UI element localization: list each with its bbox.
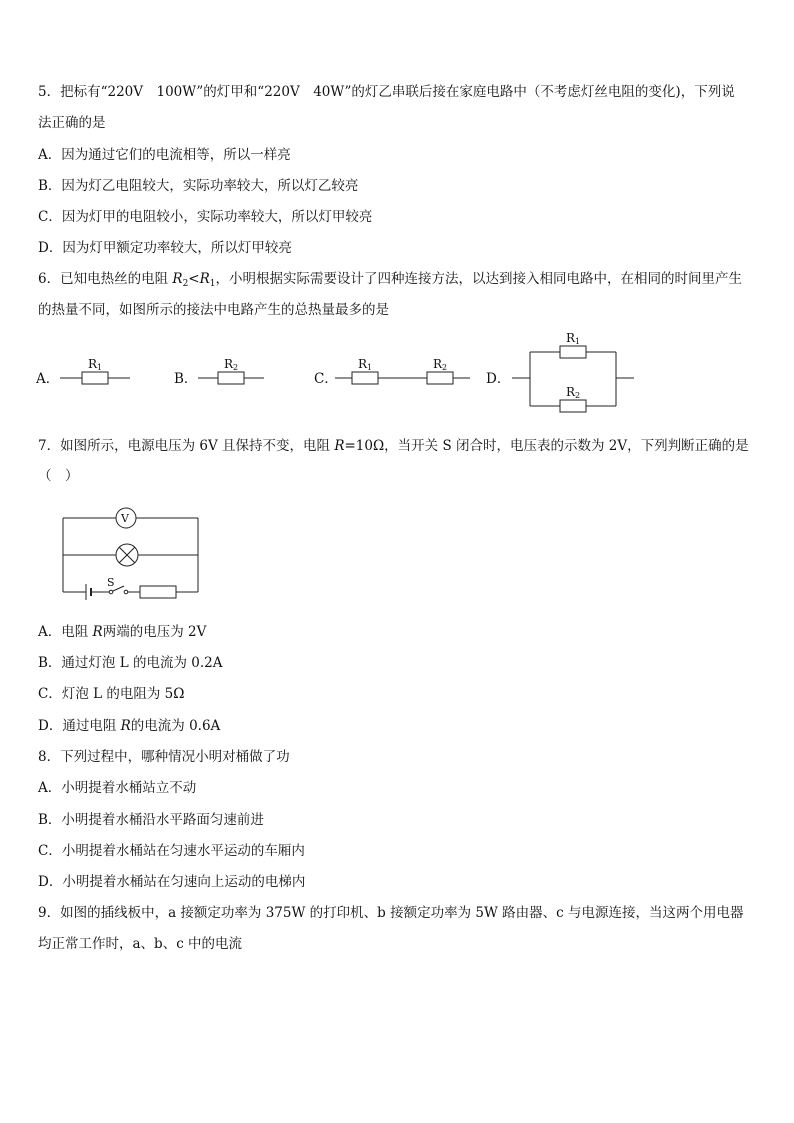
q6-c-resistor-r2 [427,372,453,384]
q6-r1-symbol: R [199,271,210,287]
q6-r2-subscript: 2 [182,279,189,289]
q8-option-b: B．小明提着水桶沿水平路面匀速前进 [38,812,264,828]
q5-option-b: B．因为灯乙电阻较大，实际功率较大，所以灯乙较亮 [38,178,359,194]
q7-option-d-pre: D．通过电阻 [38,718,121,734]
q6-c-label-sub1: 1 [367,363,373,372]
q8-option-a: A．小明提着水桶站立不动 [38,780,197,796]
q7-stem-pre: 7．如图所示，电源电压为 6V 且保持不变，电阻 [38,438,335,454]
q6-a-label-sub: 1 [97,363,103,372]
q6-d-label-r1: R [566,331,576,345]
q7-option-c-text: C．灯泡 L 的电阻为 5Ω [38,686,185,702]
q6-c-label-sub2: 2 [442,363,448,372]
q6-fig-label-a: A． [36,371,60,387]
q6-c-resistor-r1 [352,372,378,384]
q6-r1-subscript: 1 [209,279,216,289]
q7-circuit-figure [0,500,260,610]
q7-voltmeter-label: V [121,512,129,525]
q7-option-a-pre: A．电阻 [38,624,93,640]
q6-fig-label-d: D． [486,371,511,387]
q6-d-label-r2: R [566,385,576,399]
q5-option-c: C．因为灯甲的电阻较小，实际功率较大，所以灯甲较亮 [38,209,373,225]
q5-stem-line1: 5．把标有“220V 100W”的灯甲和“220V 40W”的灯乙串联后接在家庭电路中（不考虑灯丝电阻的变化)，下列说 [38,84,735,100]
q7-stem-post: =10Ω，当开关 S 闭合时，电压表的示数为 2V，下列判断正确的是 [344,438,749,454]
q6-fig-label-c: C． [314,371,338,387]
q9-stem-line2: 均正常工作时，a、b、c 中的电流 [38,936,243,952]
q6-b-label-r: R [224,357,234,371]
q6-a-resistor-r1 [82,372,108,384]
q7-stem-line2: （ ） [38,468,79,484]
q6-c-label-r2: R [433,357,443,371]
q6-d-label-sub2: 2 [575,391,581,400]
q9-stem-line1: 9．如图的插线板中，a 接额定功率为 375W 的打印机、b 接额定功率为 5W 路由器、c 与电源连接，当这两个用电器 [38,905,744,921]
q5-option-a: A．因为通过它们的电流相等，所以一样亮 [38,147,291,163]
q6-circuit-figure [0,325,794,415]
q6-b-resistor-r2 [218,372,244,384]
q7-option-a-post: 两端的电压为 2V [102,624,207,640]
q6-stem-pre: 6．已知电热丝的电阻 [38,271,173,287]
q7-switch-label: S [107,576,115,589]
q6-stem-line1 [38,269,742,294]
q6-stem-post: ，小明根据实际需要设计了四种连接方法，以达到接入相同电路中，在相同的时间里产生 [215,271,743,287]
q8-stem: 8．下列过程中，哪种情况小明对桶做了功 [38,749,290,765]
q6-fig-label-b: B． [174,371,198,387]
q6-a-label-r: R [88,357,98,371]
q6-d-label-sub1: 1 [575,337,581,346]
q6-less-than: < [188,271,200,287]
q7-option-d [38,716,220,736]
q6-d-resistor-r2 [560,400,586,412]
q7-option-d-sym: R [120,718,131,734]
q7-r-symbol: R [334,438,345,454]
q7-option-d-post: 的电流为 0.6A [130,718,221,734]
q8-option-d: D．小明提着水桶站在匀速向上运动的电梯内 [38,874,306,890]
q5-option-d: D．因为灯甲额定功率较大，所以灯甲较亮 [38,240,292,256]
q6-c-label-r1: R [358,357,368,371]
q7-stem-line1 [38,436,749,456]
q5-stem-line2: 法正确的是 [38,115,106,131]
q6-stem-line2: 的热量不同，如图所示的接法中电路产生的总热量最多的是 [38,302,389,318]
q8-option-c: C．小明提着水桶站在匀速水平运动的车厢内 [38,843,305,859]
q7-resistor [140,586,176,598]
q7-switch-lever [113,586,124,591]
q6-b-label-sub: 2 [233,363,239,372]
q7-option-a [38,622,206,642]
q7-option-c [38,684,184,704]
q7-option-a-sym: R [92,624,103,640]
q6-d-resistor-r1 [560,346,586,358]
q7-option-b-text: B．通过灯泡 L 的电流为 0.2A [38,655,223,671]
q7-option-b [38,653,222,673]
q6-r2-symbol: R [172,271,183,287]
